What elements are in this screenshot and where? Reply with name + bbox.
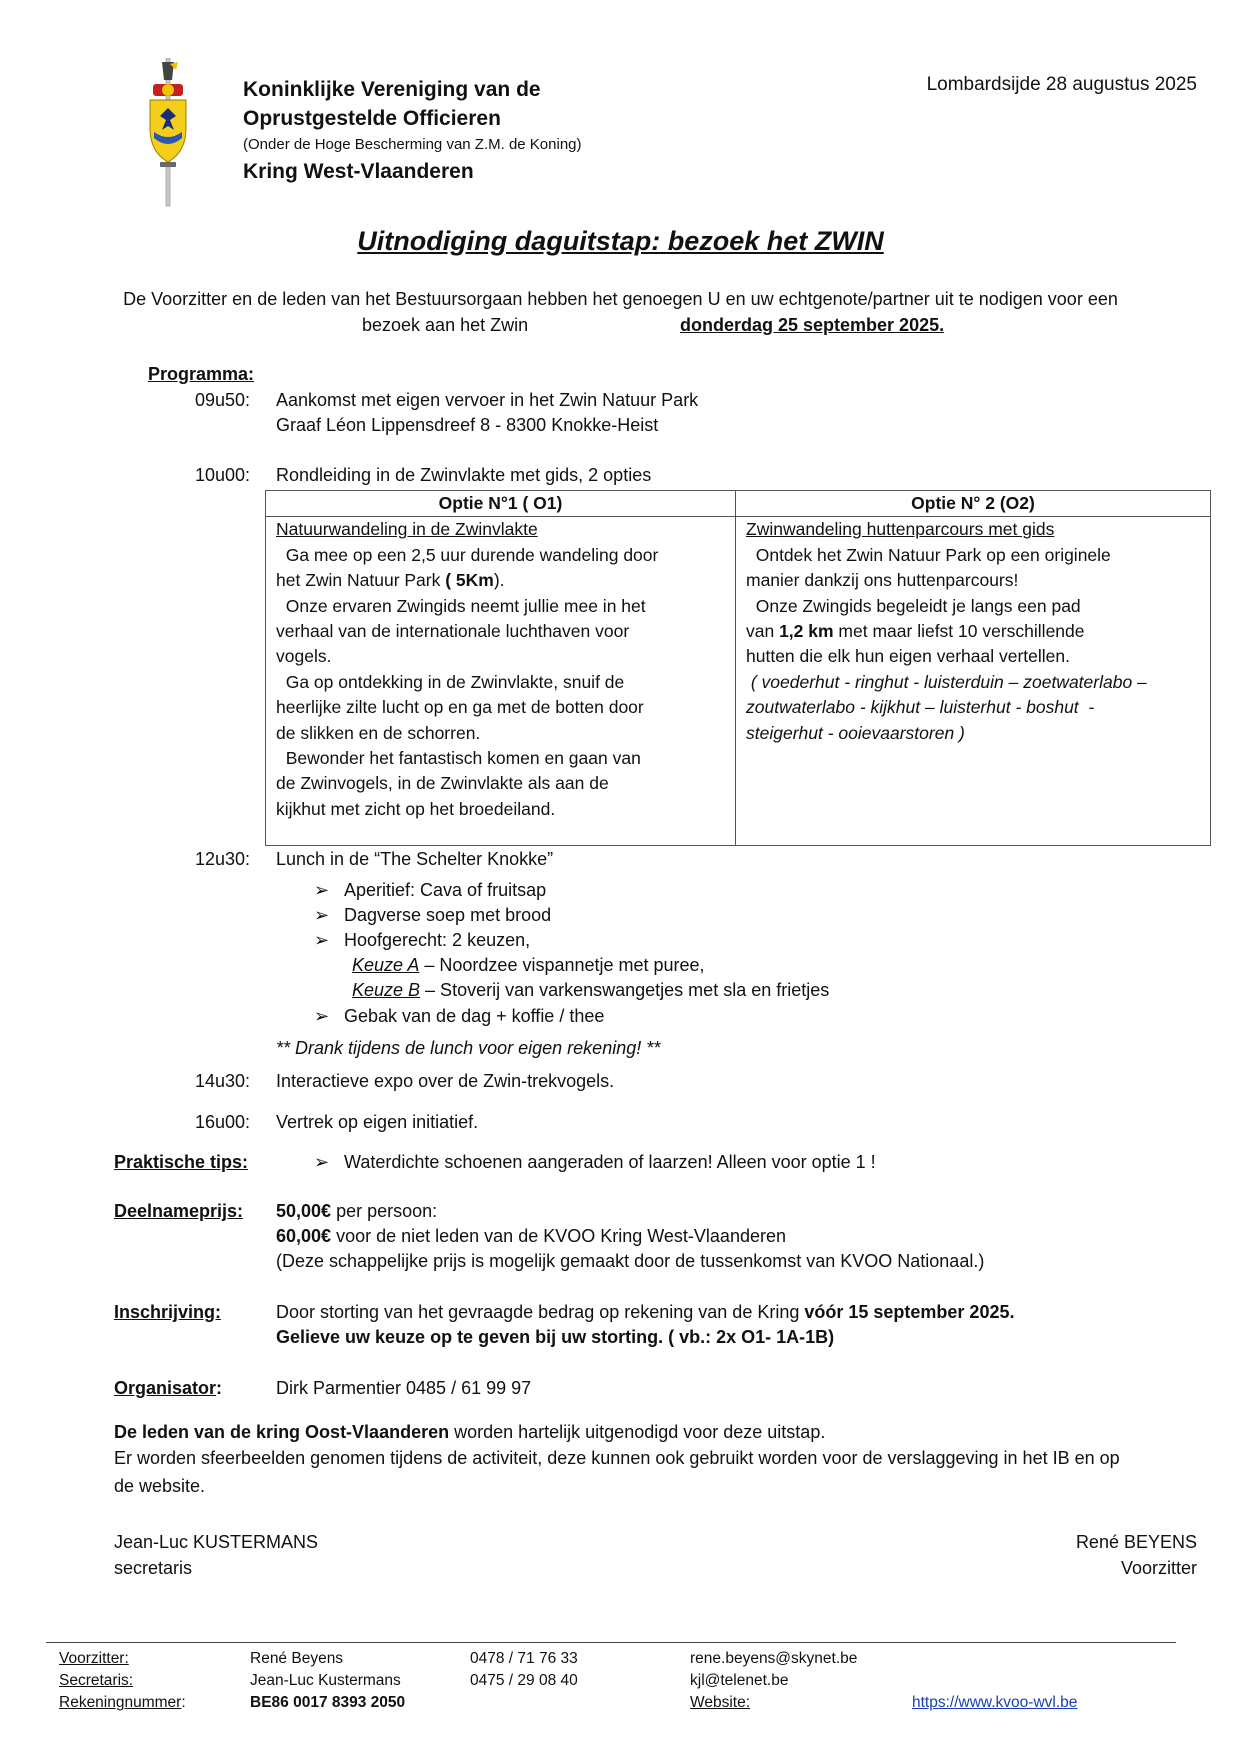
arrow-bullet-icon: ➢ bbox=[314, 1006, 330, 1026]
org-name-line1: Koninklijke Vereniging van de bbox=[243, 78, 541, 101]
time-1430: 14u30: bbox=[195, 1071, 251, 1091]
option1-text: Bewonder het fantastisch komen en gaan van bbox=[276, 748, 641, 769]
option2-text: Ontdek het Zwin Natuur Park op een originele bbox=[746, 544, 1111, 565]
place-date: Lombardsijde 28 augustus 2025 bbox=[926, 74, 1197, 95]
organizer-text: Dirk Parmentier 0485 / 61 99 97 bbox=[276, 1378, 532, 1398]
event-date: donderdag 25 september 2025. bbox=[680, 315, 945, 335]
option2-text: van 1,2 km met maar liefst 10 verschillende bbox=[746, 621, 1085, 642]
programma-heading: Programma: bbox=[148, 364, 255, 384]
option1-text: vogels. bbox=[276, 646, 332, 667]
time-1600: 16u00: bbox=[195, 1112, 251, 1132]
keuze-a: Keuze A – Noordzee vispannetje met puree, bbox=[352, 955, 705, 975]
option1-text: Ga mee op een 2,5 uur durende wandeling door bbox=[276, 544, 659, 565]
footer-voorzitter-phone: 0478 / 71 76 33 bbox=[470, 1650, 578, 1667]
registration-line2: Gelieve uw keuze op te geven bij uw storting. ( vb.: 2x O1- 1A-1B) bbox=[276, 1327, 835, 1347]
tour-line: Rondleiding in de Zwinvlakte met gids, 2 opties bbox=[276, 465, 652, 485]
org-name-line2: Oprustgestelde Officieren bbox=[243, 107, 501, 130]
signature-right-role: Voorzitter bbox=[1120, 1558, 1197, 1578]
arrow-bullet-icon: ➢ bbox=[314, 930, 330, 950]
arrow-bullet-icon: ➢ bbox=[314, 1152, 330, 1172]
keuze-b: Keuze B – Stoverij van varkenswangetjes met sla en frietjes bbox=[352, 980, 830, 1000]
arrival-address: Graaf Léon Lippensdreef 8 - 8300 Knokke-Heist bbox=[276, 415, 659, 435]
page-title: Uitnodiging daguitstap: bezoek het ZWIN bbox=[357, 226, 884, 256]
signature-right-name: René BEYENS bbox=[1075, 1532, 1197, 1552]
expo-line: Interactieve expo over de Zwin-trekvogels. bbox=[276, 1071, 615, 1091]
option1-text: de Zwinvogels, in de Zwinvlakte als aan de bbox=[276, 773, 609, 794]
option1-header: Optie N°1 ( O1) bbox=[266, 491, 736, 517]
footer-secretaris-phone: 0475 / 29 08 40 bbox=[470, 1672, 578, 1689]
price-note: (Deze schappelijke prijs is mogelijk gemaakt door de tussenkomst van KVOO Nationaal.) bbox=[276, 1251, 985, 1271]
footer-label-voorzitter: Voorzitter: bbox=[59, 1650, 129, 1667]
footer-voorzitter-email[interactable]: rene.beyens@skynet.be bbox=[690, 1650, 858, 1667]
registration-line1: Door storting van het gevraagde bedrag op rekening van de Kring vóór 15 september 2025. bbox=[276, 1302, 1015, 1322]
option2-cell bbox=[736, 517, 1211, 846]
tips-label: Praktische tips: bbox=[114, 1152, 249, 1172]
footer-secretaris-name: Jean-Luc Kustermans bbox=[250, 1672, 401, 1689]
price-members: 50,00€ per persoon: bbox=[276, 1201, 438, 1221]
option2-huts: steigerhut - ooievaarstoren ) bbox=[746, 722, 965, 743]
footer-label-website: Website: bbox=[690, 1694, 751, 1711]
signature-left-name: Jean-Luc KUSTERMANS bbox=[114, 1532, 319, 1552]
footer-divider bbox=[46, 1642, 1176, 1643]
list-item: ➢ Dagverse soep met brood bbox=[314, 905, 552, 925]
website-link[interactable]: https://www.kvoo-wvl.be bbox=[912, 1694, 1078, 1711]
option1-text: verhaal van de internationale luchthaven voor bbox=[276, 621, 630, 642]
option1-title: Natuurwandeling in de Zwinvlakte bbox=[276, 519, 538, 540]
closing-line1: De leden van de kring Oost-Vlaanderen worden hartelijk uitgenodigd voor deze uitstap. bbox=[114, 1422, 826, 1442]
organizer-label: Organisator: bbox=[114, 1378, 223, 1398]
option2-text: hutten die elk hun eigen verhaal vertellen. bbox=[746, 646, 1070, 667]
option1-text: de slikken en de schorren. bbox=[276, 722, 481, 743]
footer-label-account: Rekeningnummer: bbox=[59, 1694, 186, 1711]
footer-label-secretaris: Secretaris: bbox=[59, 1672, 134, 1689]
option1-text: het Zwin Natuur Park ( 5Km). bbox=[276, 570, 505, 591]
signature-left-role: secretaris bbox=[114, 1558, 193, 1578]
drinks-note: ** Drank tijdens de lunch voor eigen rekening! ** bbox=[276, 1038, 661, 1058]
closing-line2: Er worden sfeerbeelden genomen tijdens de activiteit, deze kunnen ook gebruikt worden voor de verslaggeving in het IB en op bbox=[114, 1448, 1120, 1468]
option1-text: Ga op ontdekking in de Zwinvlakte, snuif de bbox=[276, 671, 625, 692]
time-1000: 10u00: bbox=[195, 465, 251, 485]
intro-line1: De Voorzitter en de leden van het Bestuursorgaan hebben het genoegen U en uw echtgenote/partner uit te nodigen voor een bbox=[123, 289, 1118, 309]
arrow-bullet-icon: ➢ bbox=[314, 905, 330, 925]
option1-text: heerlijke zilte lucht op en ga met de botten door bbox=[276, 697, 644, 718]
intro-line2: bezoek aan het Zwin bbox=[362, 315, 529, 335]
footer-voorzitter-name: René Beyens bbox=[250, 1650, 344, 1667]
departure-line: Vertrek op eigen initiatief. bbox=[276, 1112, 479, 1132]
org-patronage: (Onder de Hoge Bescherming van Z.M. de Koning) bbox=[243, 136, 582, 153]
option2-text: Onze Zwingids begeleidt je langs een pad bbox=[746, 595, 1081, 616]
option2-text: manier dankzij ons huttenparcours! bbox=[746, 570, 1019, 591]
option1-text: kijkhut met zicht op het broedeiland. bbox=[276, 798, 556, 819]
option1-cell bbox=[266, 517, 736, 846]
arrival-line1: Aankomst met eigen vervoer in het Zwin Natuur Park bbox=[276, 390, 699, 410]
option2-huts: ( voederhut - ringhut - luisterduin – zoetwaterlabo – bbox=[746, 671, 1147, 692]
closing-line3: de website. bbox=[114, 1476, 206, 1496]
lunch-line: Lunch in de “The Schelter Knokke” bbox=[276, 849, 554, 869]
org-kring: Kring West-Vlaanderen bbox=[243, 160, 474, 183]
option2-title: Zwinwandeling huttenparcours met gids bbox=[746, 519, 1055, 540]
option2-header: Optie N° 2 (O2) bbox=[736, 491, 1211, 517]
arrow-bullet-icon: ➢ bbox=[314, 880, 330, 900]
kvoo-crest-logo bbox=[140, 58, 196, 208]
list-item: ➢ Gebak van de dag + koffie / thee bbox=[314, 1006, 605, 1026]
list-item: ➢ Hoofgerecht: 2 keuzen, bbox=[314, 930, 531, 950]
tips-text: ➢ Waterdichte schoenen aangeraden of laarzen! Alleen voor optie 1 ! bbox=[314, 1152, 876, 1172]
footer-account-number: BE86 0017 8393 2050 bbox=[250, 1694, 406, 1711]
time-1230: 12u30: bbox=[195, 849, 251, 869]
price-label: Deelnameprijs: bbox=[114, 1201, 244, 1221]
option1-text: Onze ervaren Zwingids neemt jullie mee in het bbox=[276, 595, 646, 616]
price-nonmembers: 60,00€ voor de niet leden van de KVOO Kring West-Vlaanderen bbox=[276, 1226, 786, 1246]
list-item: ➢ Aperitief: Cava of fruitsap bbox=[314, 880, 547, 900]
registration-label: Inschrijving: bbox=[114, 1302, 222, 1322]
footer-secretaris-email[interactable]: kjl@telenet.be bbox=[690, 1672, 789, 1689]
options-table bbox=[265, 490, 1211, 846]
option2-huts: zoutwaterlabo - kijkhut – luisterhut - boshut - bbox=[746, 697, 1095, 718]
time-0950: 09u50: bbox=[195, 390, 251, 410]
